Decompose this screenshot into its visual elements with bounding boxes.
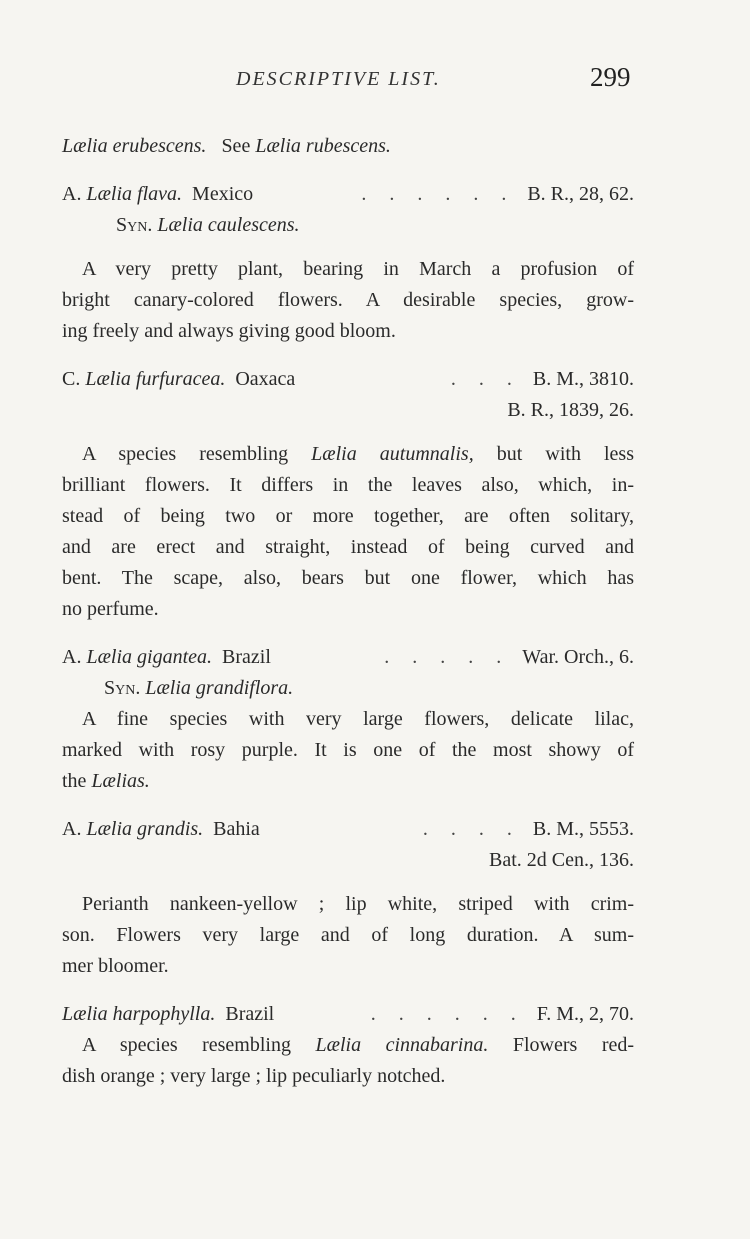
page-number: 299 [590, 62, 631, 92]
reference: B. M., 3810. [532, 368, 634, 390]
see-label: See [221, 135, 251, 157]
entry-grandis [62, 814, 634, 982]
reference-second: Bat. 2d Cen., 136. [489, 849, 634, 871]
entry-gigantea [62, 642, 634, 797]
reference: B. M., 5553. [532, 818, 634, 840]
text-line: bent. The scape, also, bears but one flower, which has [62, 567, 634, 589]
entry-heading [62, 642, 634, 673]
entry-heading [62, 999, 634, 1030]
text-line: A fine species with very large flowers, delicate lilac, [82, 708, 634, 730]
reference: B. R., 28, 62. [527, 183, 634, 205]
locality: Brazil [225, 1003, 275, 1025]
culture-prefix: A. [62, 646, 82, 668]
leader-dots: . . . . . . [361, 183, 516, 205]
text-fragment: A species resembling [82, 1034, 291, 1056]
text-fragment: the [62, 770, 87, 792]
entry-furfuracea [62, 364, 634, 625]
page-header [0, 62, 750, 102]
text-line: mer bloomer. [62, 955, 169, 977]
text-line: stead of being two or more together, are often solitary, [62, 505, 634, 527]
italic-species: Lælia autumnalis, [311, 443, 474, 465]
culture-prefix: C. [62, 368, 81, 390]
species-name: Lælia furfuracea. [85, 368, 226, 390]
running-title: DESCRIPTIVE LIST. [236, 68, 441, 90]
text-line: son. Flowers very large and of long duration. A sum- [62, 924, 634, 946]
text-line [62, 766, 634, 797]
reference: F. M., 2, 70. [536, 1003, 634, 1025]
reference-second: B. R., 1839, 26. [507, 399, 634, 421]
description [62, 1030, 634, 1092]
entry-harpophylla [62, 999, 634, 1092]
text-line: Perianth nankeen-yellow ; lip white, striped with crim- [82, 893, 634, 915]
culture-prefix: A. [62, 183, 82, 205]
reference: War. Orch., 6. [522, 646, 634, 668]
locality: Bahia [213, 818, 260, 840]
text-fragment: but with less [496, 443, 634, 465]
leader-dots: . . . . . [384, 646, 511, 668]
entry-erubescens [62, 131, 634, 162]
leader-dots: . . . . . . [370, 1003, 525, 1025]
locality: Oaxaca [235, 368, 296, 390]
page-content [62, 131, 634, 1092]
entry-heading [62, 364, 634, 395]
text-line [62, 439, 634, 470]
species-name: Lælia flava. [86, 183, 183, 205]
text-line [62, 1030, 634, 1061]
text-line: ing freely and always giving good bloom. [62, 320, 396, 342]
locality: Mexico [192, 183, 254, 205]
species-name: Lælia harpophylla. [62, 1003, 216, 1025]
description [62, 889, 634, 982]
text-fragment: Flowers red- [512, 1034, 635, 1056]
synonym-line [62, 210, 634, 241]
synonym-name: Lælia caulescens. [157, 214, 300, 236]
description [62, 439, 634, 625]
species-name: Lælia grandis. [86, 818, 204, 840]
entry-heading [62, 814, 634, 845]
description [62, 704, 634, 797]
synonym-label: Syn. [116, 214, 153, 236]
locality: Brazil [222, 646, 271, 668]
text-line: bright canary-colored flowers. A desirable species, grow- [62, 289, 634, 311]
synonym-name: Lælia grandiflora. [145, 677, 294, 699]
see-reference: Lælia rubescens. [255, 135, 391, 157]
italic-species: Lælia cinnabarina. [315, 1034, 489, 1056]
text-line: and are erect and straight, instead of being curved and [62, 536, 634, 558]
italic-species: Lælias. [91, 770, 150, 792]
text-line: brilliant flowers. It differs in the leaves also, which, in- [62, 474, 634, 496]
synonym-label: Syn. [104, 677, 141, 699]
text-line: dish orange ; very large ; lip peculiarly notched. [62, 1065, 446, 1087]
species-name: Lælia erubescens. [62, 135, 207, 157]
text-line: marked with rosy purple. It is one of the most showy of [62, 739, 634, 761]
text-fragment: A species resembling [82, 443, 289, 465]
text-line: A very pretty plant, bearing in March a profusion of [82, 258, 634, 280]
text-line: no perfume. [62, 598, 159, 620]
species-name: Lælia gigantea. [86, 646, 213, 668]
entry-flava [62, 179, 634, 347]
entry-heading [62, 179, 634, 210]
leader-dots: . . . . [422, 818, 521, 840]
synonym-line [62, 673, 634, 704]
description [62, 254, 634, 347]
leader-dots: . . . [450, 368, 521, 390]
culture-prefix: A. [62, 818, 82, 840]
